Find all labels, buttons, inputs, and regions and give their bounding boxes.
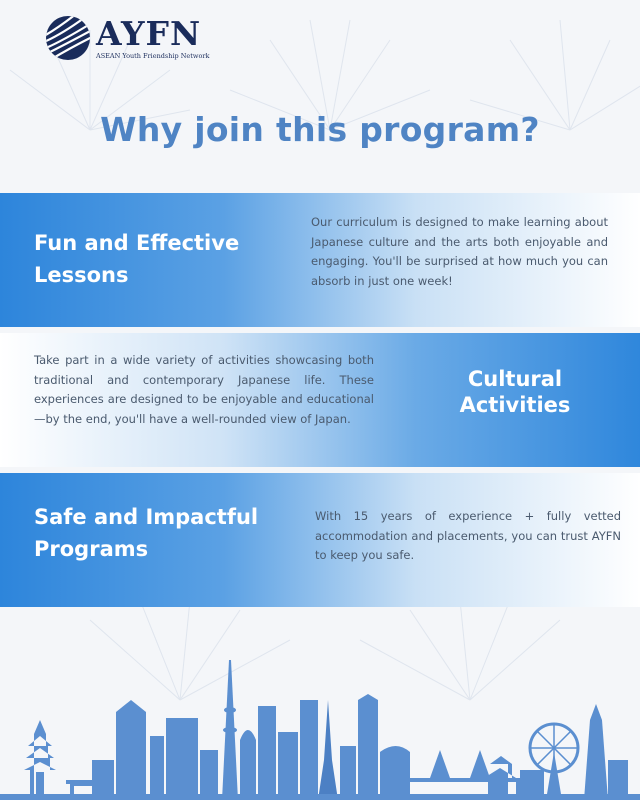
brand-logo xyxy=(44,14,209,62)
section-description: Our curriculum is designed to make learning about Japanese culture and the arts both enjoyable and engaging. You'll be surprised at how much you can absorb in just one week! xyxy=(311,215,608,288)
section-band-safety xyxy=(0,473,640,607)
globe-logo-icon xyxy=(44,14,92,62)
section-description: Take part in a wide variety of activities showcasing both traditional and contemporary Japanese life. These experiences are designed to be enjoyable and educational—by the end, you'll have a well-rounded view of Japan. xyxy=(34,353,374,426)
section-band-lessons xyxy=(0,193,640,327)
section-title: Cultural Activities xyxy=(459,367,571,417)
japan-skyline-illustration xyxy=(0,660,640,800)
section-title: Fun and Effective Lessons xyxy=(34,231,240,287)
section-description: With 15 years of experience + fully vetted accommodation and placements, you can trust AYFN to keep you safe. xyxy=(315,509,621,562)
section-title: Safe and Impactful Programs xyxy=(34,505,259,561)
section-band-activities xyxy=(0,333,640,467)
brand-name: AYFN xyxy=(96,13,202,53)
brand-subtitle: ASEAN Youth Friendship Network xyxy=(96,51,210,60)
page-heading: Why join this program? xyxy=(100,110,540,149)
